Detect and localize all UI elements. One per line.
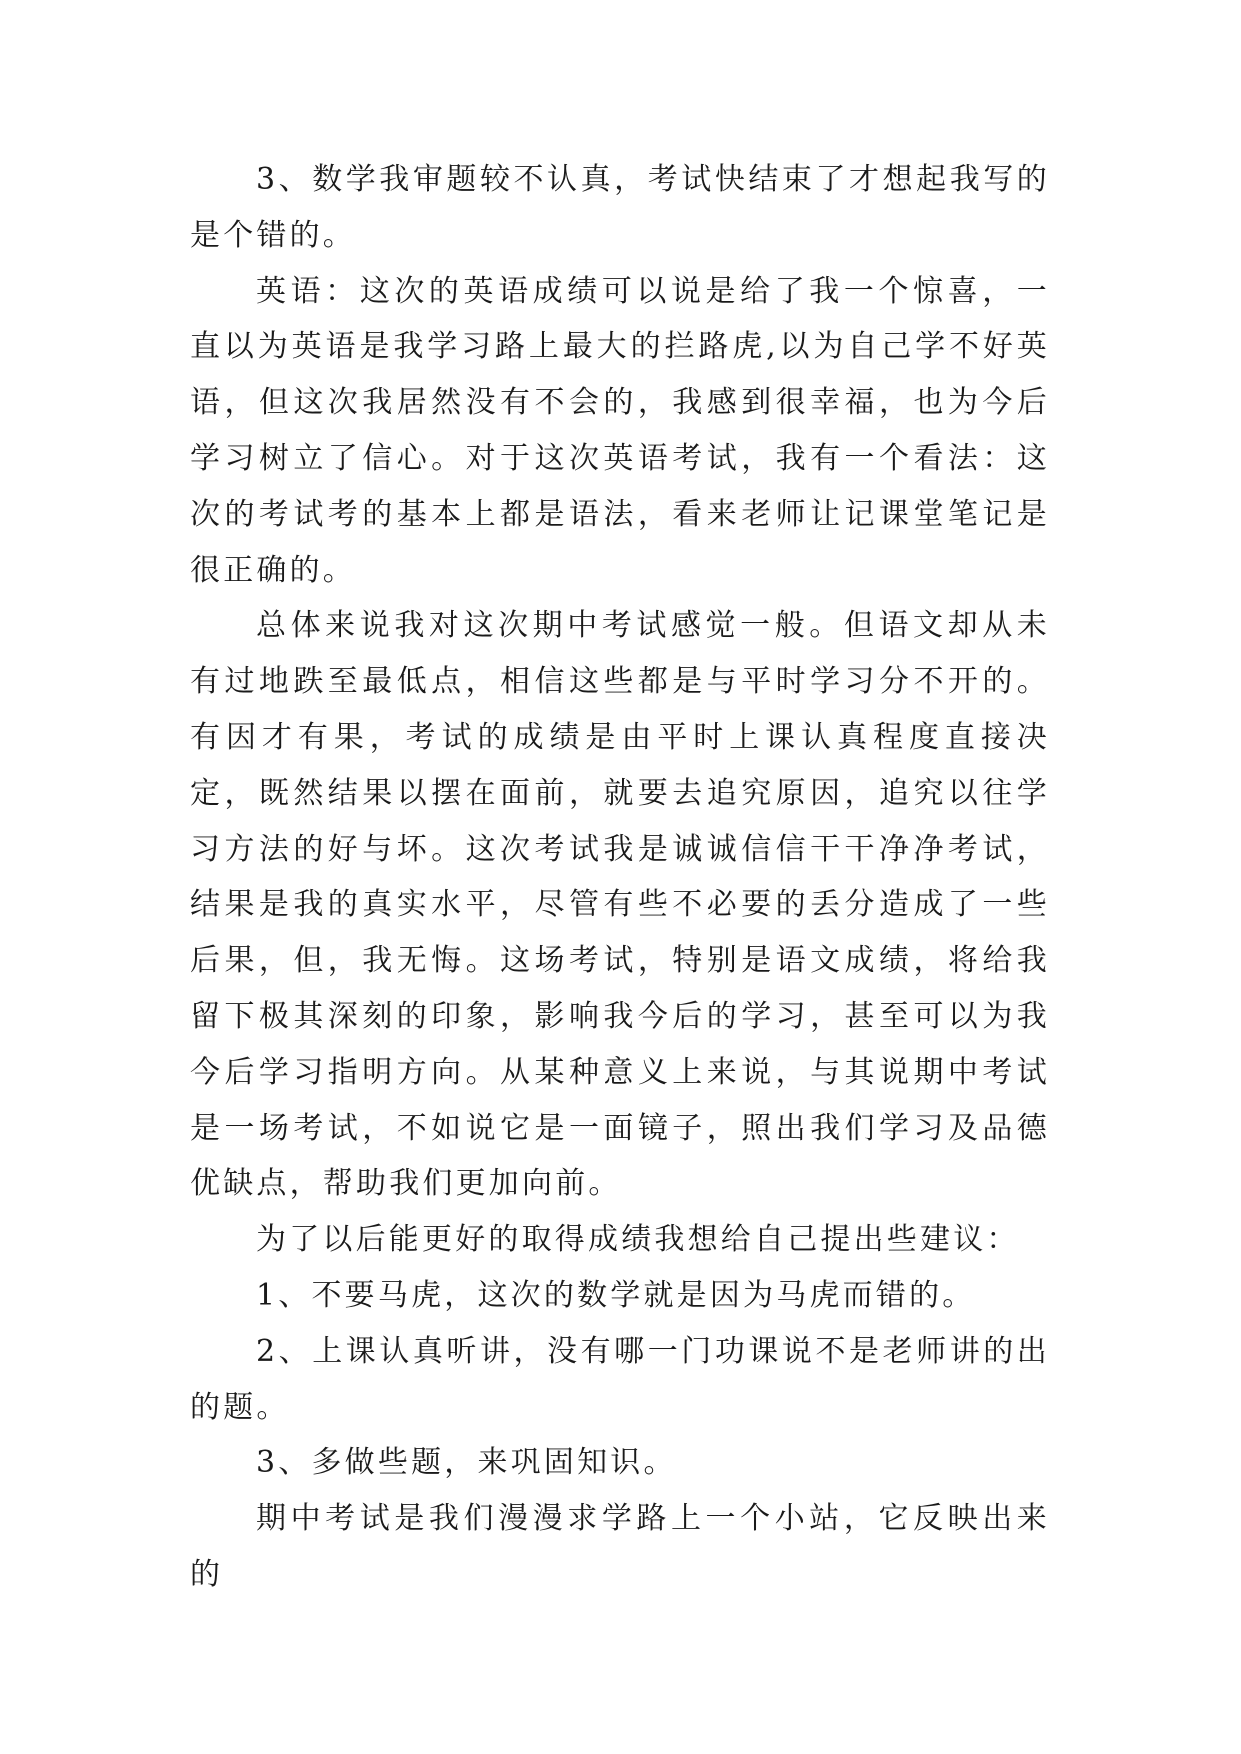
paragraph-suggestion-2: 2、上课认真听讲，没有哪一门功课说不是老师讲的出的题。 — [190, 1333, 1050, 1425]
paragraph-suggestion-1: 1、不要马虎，这次的数学就是因为马虎而错的。 — [256, 1277, 976, 1313]
paragraph-english: 英语：这次的英语成绩可以说是给了我一个惊喜，一直以为英语是我学习路上最大的拦路虎,以为自己学不好英语，但这次我居然没有不会的，我感到很幸福，也为今后学习树立了信心。对于这次英语考试，我有一个看法：这次的考试考的基本上都是语法，看来老师让记课堂笔记是很正确的。 — [190, 273, 1050, 588]
paragraph-suggestions-intro: 为了以后能更好的取得成绩我想给自己提出些建议： — [256, 1222, 1020, 1258]
paragraph-math-note: 3、数学我审题较不认真，考试快结束了才想起我写的是个错的。 — [190, 162, 1050, 253]
paragraph-suggestion-3: 3、多做些题，来巩固知识。 — [256, 1445, 677, 1481]
paragraph-conclusion: 期中考试是我们漫漫求学路上一个小站，它反映出来的 — [190, 1501, 1050, 1592]
paragraph-overall-summary: 总体来说我对这次期中考试感觉一般。但语文却从未有过地跌至最低点，相信这些都是与平时学习分不开的。有因才有果，考试的成绩是由平时上课认真程度直接决定，既然结果以摆在面前，就要去追究原因，追究以往学习方法的好与坏。这次考试我是诚诚信信干干净净考试，结果是我的真实水平，尽管有些不必要的丢分造成了一些后果，但，我无悔。这场考试，特别是语文成绩，将给我留下极其深刻的印象，影响我今后的学习，甚至可以为我今后学习指明方向。从某种意义上来说，与其说期中考试是一场考试，不如说它是一面镜子，照出我们学习及品德优缺点，帮助我们更加向前。 — [190, 608, 1050, 1202]
document-body — [190, 152, 1050, 1603]
